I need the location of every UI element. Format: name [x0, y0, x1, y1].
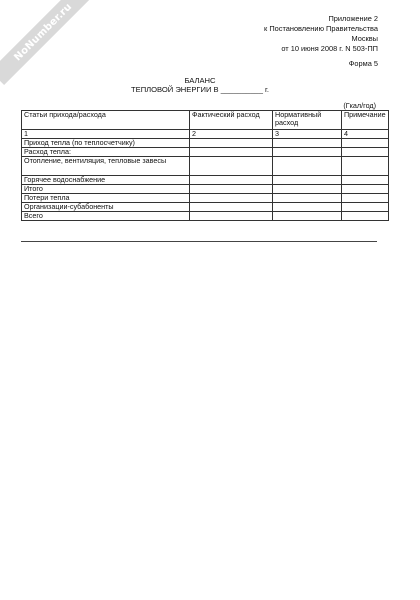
table-numbering-row [22, 130, 389, 139]
empty-cell [190, 139, 273, 148]
row-label: Всего [22, 212, 190, 221]
empty-cell [342, 157, 389, 176]
empty-cell [190, 185, 273, 194]
empty-cell [273, 212, 342, 221]
title-line-1: БАЛАНС [184, 76, 216, 85]
table-row [22, 194, 389, 203]
empty-cell [273, 203, 342, 212]
number-cell: 2 [190, 130, 273, 139]
title-line-2: ТЕПЛОВОЙ ЭНЕРГИИ В __________ г. [130, 85, 270, 94]
empty-cell [190, 157, 273, 176]
header-cell: Статьи прихода/расхода [22, 111, 190, 130]
appendix-line: к Постановлению Правительства [264, 24, 378, 33]
table-row [22, 203, 389, 212]
balance-table [21, 110, 389, 221]
row-label: Горячее водоснабжение [22, 176, 190, 185]
table-row [22, 212, 389, 221]
empty-cell [342, 203, 389, 212]
appendix-line: Приложение 2 [328, 14, 378, 23]
table-header-row [22, 111, 389, 130]
empty-cell [342, 176, 389, 185]
empty-cell [342, 185, 389, 194]
form-label: Форма 5 [348, 59, 378, 68]
header-cell: Примечание [342, 111, 389, 130]
table-row [22, 176, 389, 185]
footer-divider [21, 241, 377, 242]
empty-cell [190, 148, 273, 157]
row-label: Потери тепла [22, 194, 190, 203]
appendix-line: Москвы [351, 34, 378, 43]
empty-cell [342, 212, 389, 221]
units-label: (Гкал/год) [343, 101, 376, 110]
empty-cell [190, 212, 273, 221]
row-label: Отопление, вентиляция, тепловые завесы [22, 157, 190, 176]
empty-cell [342, 194, 389, 203]
row-label: Итого [22, 185, 190, 194]
empty-cell [273, 139, 342, 148]
row-label: Расход тепла: [22, 148, 190, 157]
header-cell: Нормативный расход [273, 111, 342, 130]
empty-cell [273, 148, 342, 157]
appendix-line: от 10 июня 2008 г. N 503-ПП [281, 44, 378, 53]
document-title [0, 76, 400, 94]
empty-cell [190, 203, 273, 212]
table-row [22, 157, 389, 176]
number-cell: 4 [342, 130, 389, 139]
table-row [22, 148, 389, 157]
row-label: Организации-субабоненты [22, 203, 190, 212]
empty-cell [273, 176, 342, 185]
number-cell: 3 [273, 130, 342, 139]
empty-cell [273, 194, 342, 203]
appendix-block [264, 14, 378, 54]
empty-cell [190, 176, 273, 185]
watermark-text: NoNumber.ru [12, 1, 74, 63]
empty-cell [342, 148, 389, 157]
empty-cell [273, 157, 342, 176]
table-row [22, 185, 389, 194]
empty-cell [342, 139, 389, 148]
header-cell: Фактический расход [190, 111, 273, 130]
empty-cell [273, 185, 342, 194]
empty-cell [190, 194, 273, 203]
row-label: Приход тепла (по теплосчетчику) [22, 139, 190, 148]
table-row [22, 139, 389, 148]
watermark-ribbon [0, 0, 96, 85]
number-cell: 1 [22, 130, 190, 139]
